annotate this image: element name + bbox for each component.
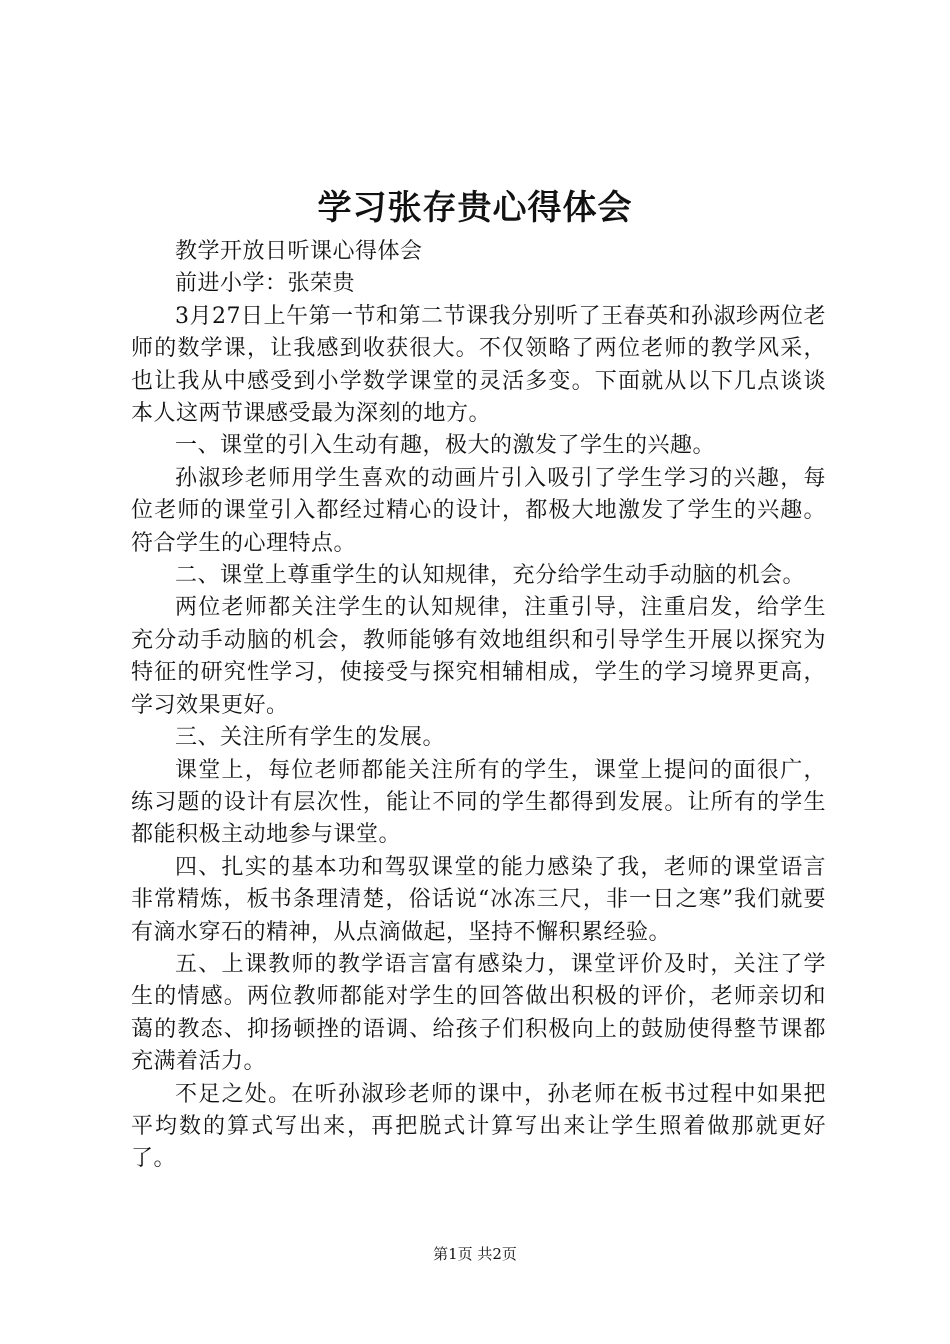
document-title: 学习张存贵心得体会 [317, 188, 633, 228]
subtitle-paragraph: 教学开放日听课心得体会 [175, 239, 423, 264]
section-paragraph-4: 四、扎实的基本功和驾驭课堂的能力感染了我，老师的课堂语言非常精炼，板书条理清楚，俗话说“冰冻三尺，非一日之寒”我们就要有滴水穿石的精神，从点滴做起，坚持不懈积累经验。 [131, 854, 826, 945]
body-paragraph: 课堂上，每位老师都能关注所有的学生，课堂上提问的面很广，练习题的设计有层次性，能让不同的学生都得到发展。让所有的学生都能积极主动地参与课堂。 [131, 757, 826, 848]
section-heading-3: 三、关注所有学生的发展。 [175, 725, 446, 751]
page-footer: 第1页 共2页 [433, 1245, 517, 1263]
author-line: 前进小学：张荣贵 [175, 271, 356, 297]
section-heading-1: 一、课堂的引入生动有趣，极大的激发了学生的兴趣。 [175, 433, 716, 459]
body-paragraph: 3月27日上午第一节和第二节课我分别听了王春英和孙淑珍两位老师的数学课，让我感到收获很大。不仅领略了两位老师的教学风采，也让我从中感受到小学数学课堂的灵活多变。下面就从以下几点谈谈本人这两节课感受最为深刻的地方。 [131, 303, 826, 427]
document-body [131, 236, 826, 1176]
shortcomings-paragraph: 不足之处。在听孙淑珍老师的课中，孙老师在板书过程中如果把平均数的算式写出来，再把脱式计算写出来让学生照着做那就更好了。 [131, 1081, 826, 1172]
section-paragraph-5: 五、上课教师的教学语言富有感染力，课堂评价及时，关注了学生的情感。两位教师都能对学生的回答做出积极的评价，老师亲切和蔼的教态、抑扬顿挫的语调、给孩子们积极向上的鼓励使得整节课都充满着活力。 [131, 951, 826, 1075]
body-paragraph: 两位老师都关注学生的认知规律，注重引导，注重启发，给学生充分动手动脑的机会，教师能够有效地组织和引导学生开展以探究为特征的研究性学习，使接受与探究相辅相成，学生的学习境界更高，学习效果更好。 [131, 595, 826, 718]
section-heading-2: 二、课堂上尊重学生的认知规律，充分给学生动手动脑的机会。 [175, 563, 806, 589]
body-paragraph: 孙淑珍老师用学生喜欢的动画片引入吸引了学生学习的兴趣，每位老师的课堂引入都经过精心的设计，都极大地激发了学生的兴趣。符合学生的心理特点。 [131, 465, 826, 556]
